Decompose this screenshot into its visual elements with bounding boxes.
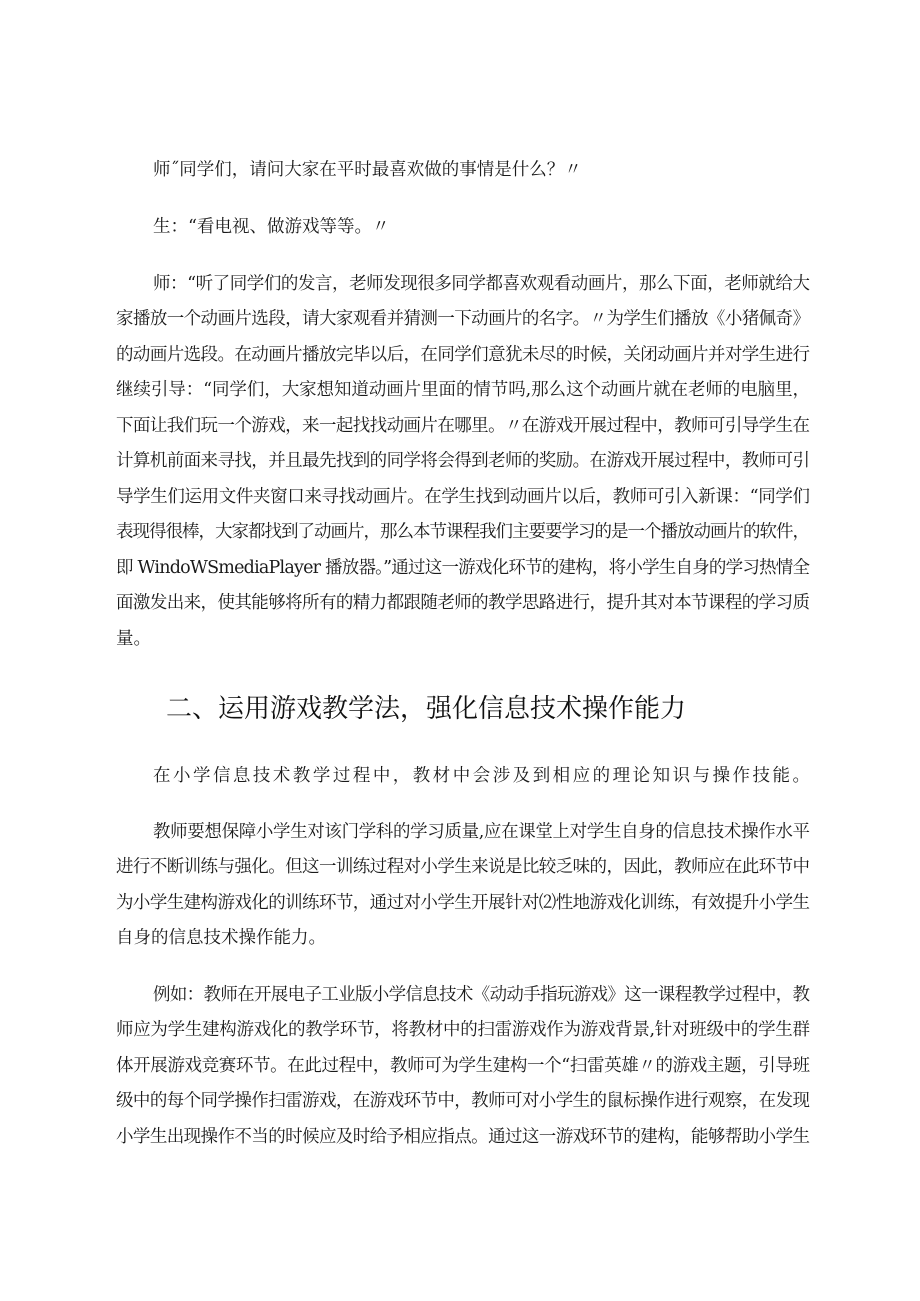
text-line: 例如：教师在开展电子工业版小学信息技术《动动手指玩游戏》这一课程教学过程中，教 [153,985,810,1005]
text-line: 计算机前面来寻找，并且最先找到的同学将会得到老师的奖励。在游戏开展过程中，教师可引 [116,451,810,471]
text-line: 面激发出来，使其能够将所有的精力都跟随老师的教学思路进行，提升其对本节课程的学习质 [116,593,810,613]
text-line: 的动画片选段。在动画片播放完毕以后，在同学们意犹未尽的时候，关闭动画片并对学生进行 [116,345,810,365]
text-line: 师˝同学们，请问大家在平时最喜欢做的事情是什么？〃 [153,160,582,180]
text-line: 教师要想保障小学生对该门学科的学习质量,应在课堂上对学生自身的信息技术操作水平 [153,822,810,842]
text-line: 下面让我们玩一个游戏，来一起找找动画片在哪里。〃在游戏开展过程中，教师可引导学生在 [116,416,810,436]
text-line: 量。 [116,629,151,649]
text-line: 进行不断训练与强化。但这一训练过程对小学生来说是比较乏味的，因此，教师应在此环节中 [116,857,810,877]
text-line: 自身的信息技术操作能力。 [116,928,326,948]
text-line: 继续引导：“同学们，大家想知道动画片里面的情节吗,那么这个动画片就在老师的电脑里， [116,380,810,400]
text-line: 为小学生建构游戏化的训练环节，通过对小学生开展针对⑵性地游戏化训练，有效提升小学生 [116,893,810,913]
text-line: 师：“听了同学们的发言，老师发现很多同学都喜欢观看动画片，那么下面，老师就给大 [153,274,810,294]
text-line: 在小学信息技术教学过程中，教材中会涉及到相应的理论知识与操作技能。 [153,766,813,786]
text-line: 导学生们运用文件夹窗口来寻找动画片。在学生找到动画片以后，教师可引入新课：“同学们 [116,487,810,507]
text-line: 即 WindoWSmediaPlayer 播放器。”通过这一游戏化环节的建构，将小学生自身的学习热情全 [116,558,810,578]
text-line: 体开展游戏竞赛环节。在此过程中，教师可为学生建构一个“扫雷英雄〃的游戏主题，引导班 [116,1056,810,1076]
text-line: 小学生出现操作不当的时候应及时给予相应指点。通过这一游戏环节的建构，能够帮助小学生 [116,1127,810,1147]
section-heading: 二、运用游戏教学法，强化信息技术操作能力 [166,694,687,724]
text-line: 级中的每个同学操作扫雷游戏，在游戏环节中，教师可对小学生的鼠标操作进行观察，在发现 [116,1091,810,1111]
text-line: 师应为学生建构游戏化的教学环节，将教材中的扫雷游戏作为游戏背景,针对班级中的学生群 [116,1020,810,1040]
text-line: 表现得很棒，大家都找到了动画片，那么本节课程我们主要要学习的是一个播放动画片的软件， [116,522,809,542]
text-line: 生：“看电视、做游戏等等。〃 [153,217,390,237]
text-line: 家播放一个动画片选段，请大家观看并猜测一下动画片的名字。〃为学生们播放《小猪佩奇》 [116,309,810,329]
